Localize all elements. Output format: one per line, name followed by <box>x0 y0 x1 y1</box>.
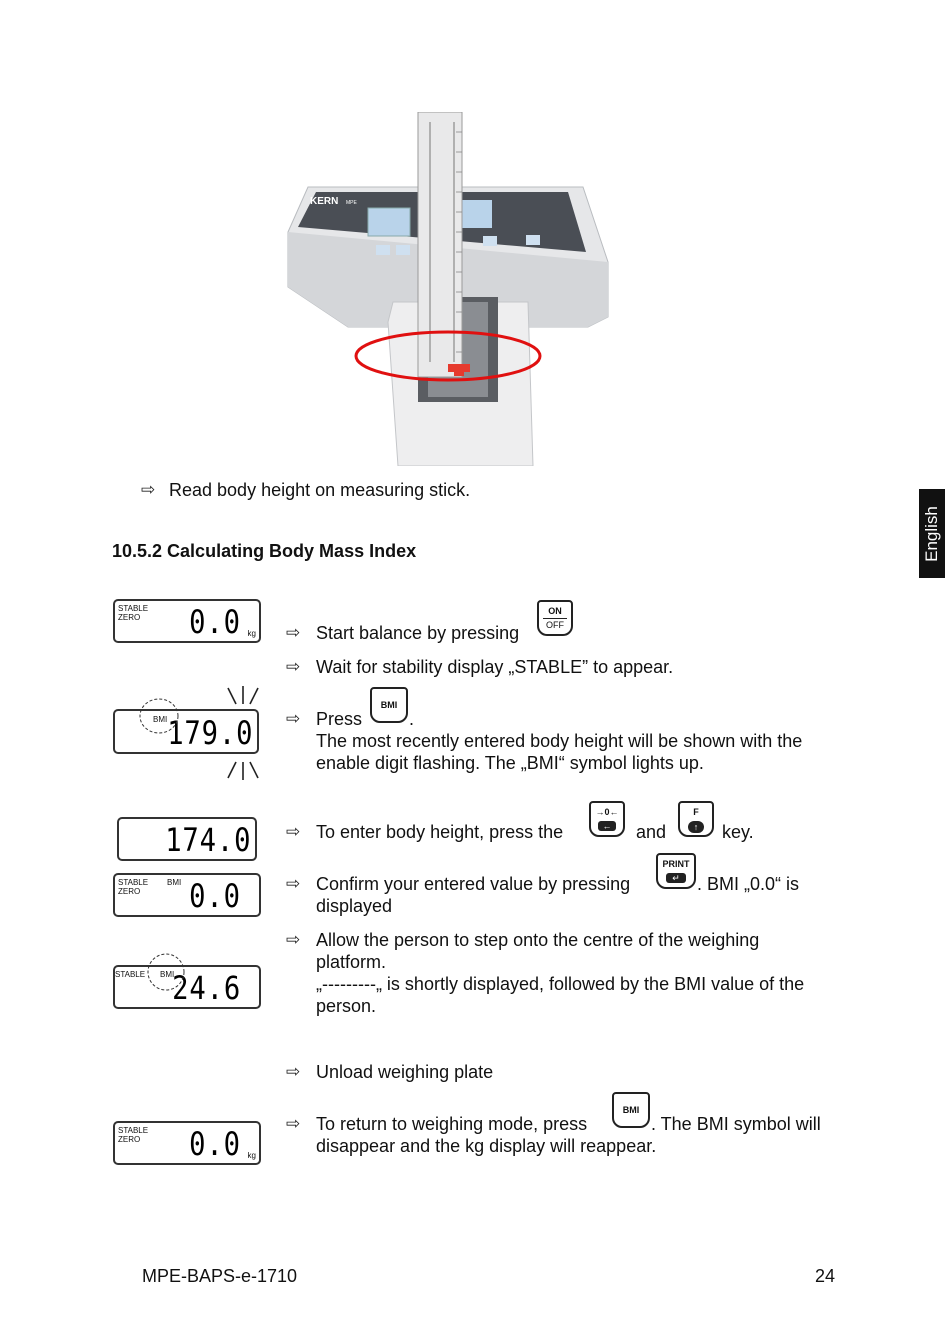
footer-page-number: 24 <box>815 1266 836 1286</box>
display-bmi-result <box>113 965 261 1009</box>
display-value: 0.0 <box>189 877 241 915</box>
arrow-icon: ⇨ <box>286 1114 301 1133</box>
arrow-icon: ⇨ <box>286 1062 301 1081</box>
step-dashes: „---------„ is shortly displayed, followed by the BMI value of the <box>316 974 805 994</box>
model-label: MPE <box>346 200 357 206</box>
footer-doc-id: MPE-BAPS-e-1710 <box>142 1266 298 1286</box>
step-recent-height: The most recently entered body height will be shown with the <box>316 731 803 751</box>
step-confirm-bmi: . BMI „0.0“ is <box>697 874 800 894</box>
step-key: key. <box>722 822 754 842</box>
arrow-icon: ⇨ <box>286 874 301 893</box>
arrow-icon: ⇨ <box>141 480 156 499</box>
step-press-period: . <box>409 709 415 729</box>
figure-note: Read body height on measuring stick. <box>169 480 471 500</box>
step-platform: platform. <box>316 952 387 972</box>
step-step-on: Allow the person to step onto the centre of the weighing <box>316 930 760 950</box>
bmi-key-icon: BMI <box>370 687 408 723</box>
print-key-icon: PRINT ↵ <box>656 853 696 889</box>
stable-flag: STABLE <box>118 604 149 613</box>
step-confirm: Confirm your entered value by pressing <box>316 874 631 894</box>
display-bmi-zero <box>113 873 261 917</box>
step-press-label: Press <box>316 709 363 729</box>
step-and: and <box>636 822 667 842</box>
display-height-entry <box>117 817 257 861</box>
display-stable-zero-kg <box>113 599 261 643</box>
stable-flag: STABLE <box>115 970 146 979</box>
scale-photo <box>278 112 612 466</box>
unit-label: kg <box>247 1151 256 1160</box>
arrow-icon: ⇨ <box>286 709 301 728</box>
bmi-dashed-circle <box>138 697 180 735</box>
display-stable-zero-kg <box>113 1121 261 1165</box>
tare-key-icon: →0← ← <box>589 801 625 837</box>
step-person: person. <box>316 996 377 1016</box>
arrow-icon: ⇨ <box>286 822 301 841</box>
step-unload: Unload weighing plate <box>316 1062 494 1082</box>
zero-flag: ZERO <box>118 613 141 622</box>
stable-flag: STABLE <box>118 1126 149 1135</box>
arrow-icon: ⇨ <box>286 657 301 676</box>
zero-flag: ZERO <box>118 1135 141 1144</box>
zero-flag: ZERO <box>118 887 141 896</box>
step-wait-stable: Wait for stability display „STABLE” to appear. <box>316 657 674 677</box>
step-bmi-symbol: . The BMI symbol will <box>651 1114 821 1134</box>
section-heading: 10.5.2 Calculating Body Mass Index <box>112 541 417 561</box>
arrow-icon: ⇨ <box>286 623 301 642</box>
bmi-flag: BMI <box>160 970 175 979</box>
step-enter-height: To enter body height, press the <box>316 822 564 842</box>
brand-logo: KERN <box>310 196 339 207</box>
display-value: 174.0 <box>164 821 251 859</box>
display-value: 0.0 <box>189 603 241 641</box>
bmi-flag: BMI <box>167 878 182 887</box>
bmi-dashed-circle <box>146 952 186 992</box>
display-bmi-height <box>113 709 259 754</box>
step-digit-flashing: enable digit flashing. The „BMI“ symbol lights up. <box>316 753 704 773</box>
arrow-icon: ⇨ <box>286 930 301 949</box>
bmi-key-icon: BMI <box>612 1092 650 1128</box>
f-key-icon: F ↑ <box>678 801 714 837</box>
step-start-balance: Start balance by pressing <box>316 623 520 643</box>
bmi-flag: BMI <box>153 715 168 724</box>
step-disappear: disappear and the kg display will reappear. <box>316 1136 657 1156</box>
on-off-key-icon: ON OFF <box>537 600 573 636</box>
step-displayed: displayed <box>316 896 393 916</box>
language-tab <box>919 489 945 578</box>
language-label: English <box>922 505 941 562</box>
step-return: To return to weighing mode, press <box>316 1114 588 1134</box>
stable-flag: STABLE <box>118 878 149 887</box>
display-value: 0.0 <box>189 1125 241 1163</box>
display-value: 179.0 <box>166 714 253 752</box>
display-value: 24.6 <box>172 969 241 1007</box>
unit-label: kg <box>247 629 256 638</box>
